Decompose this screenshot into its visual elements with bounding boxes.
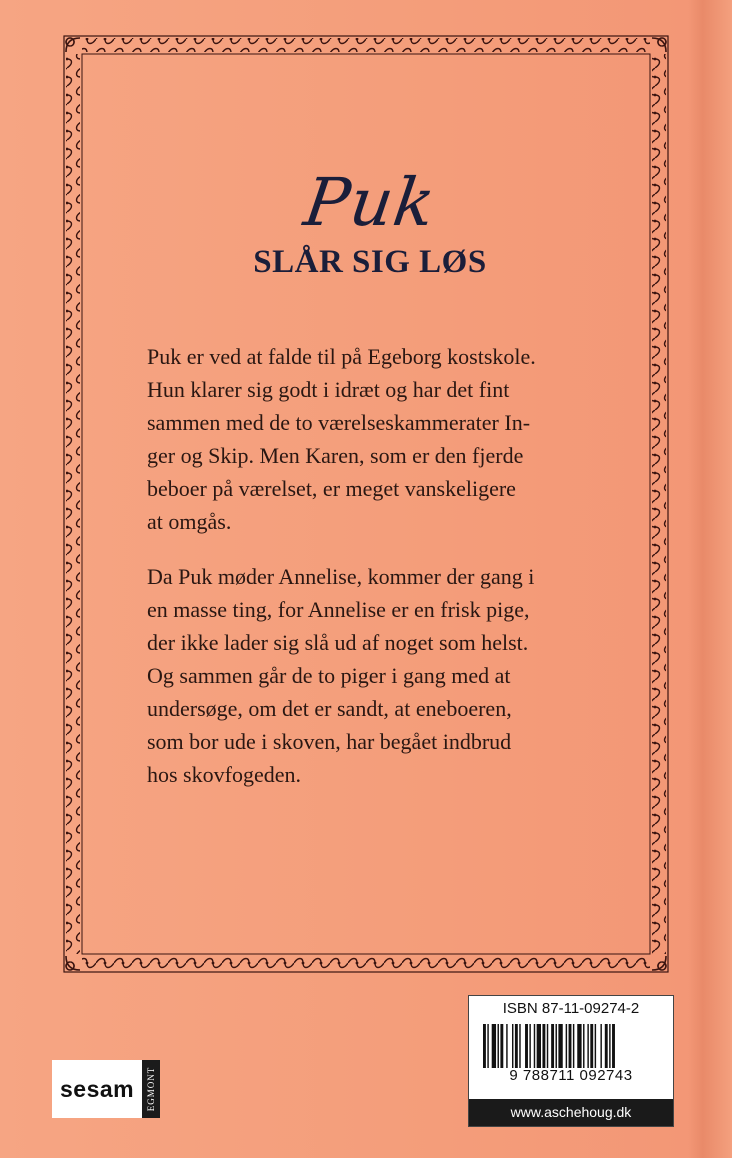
barcode-bar: [558, 1024, 562, 1068]
blurb-line: at omgås.: [147, 509, 232, 534]
barcode-bar: [537, 1024, 541, 1068]
barcode-bar: [483, 1024, 486, 1068]
blurb-line: der ikke lader sig slå ud af noget som helst.: [147, 630, 529, 655]
blurb-line: som bor ude i skoven, har begået indbrud: [147, 729, 512, 754]
ean-digits: 9 788711 092743: [509, 1067, 633, 1084]
barcode-bar: [534, 1024, 535, 1068]
blurb-line: hos skovfogeden.: [147, 762, 301, 787]
blurb-line: ger og Skip. Men Karen, som er den fjerde: [147, 443, 524, 468]
imprint-name: sesam: [60, 1075, 135, 1102]
barcode-bar: [487, 1024, 488, 1068]
barcode-bar: [525, 1024, 528, 1068]
barcode-bar: [605, 1024, 608, 1068]
publisher-logo: [52, 1060, 160, 1118]
barcode-bar: [609, 1024, 610, 1068]
barcode-bar: [590, 1024, 593, 1068]
barcode-bar: [612, 1024, 615, 1068]
publisher-url: www.aschehoug.dk: [469, 1099, 673, 1126]
barcode-bars: [483, 1024, 659, 1068]
blurb-line: sammen med de to værelseskammerater In-: [147, 410, 531, 435]
barcode-bar: [542, 1024, 545, 1068]
isbn-barcode-box: [468, 995, 674, 1127]
barcode-bar: [515, 1024, 518, 1068]
barcode-bar: [556, 1024, 557, 1068]
isbn-number: ISBN 87-11-09274-2: [502, 1000, 640, 1017]
blurb-line: Da Puk møder Annelise, kommer der gang i: [147, 564, 535, 589]
blurb-line: Puk er ved at falde til på Egeborg kostskole.: [147, 344, 536, 369]
barcode-bar: [569, 1024, 572, 1068]
blurb-line: en masse ting, for Annelise er en frisk pige,: [147, 597, 530, 622]
blurb-line: Hun klarer sig godt i idræt og har det fint: [147, 377, 510, 402]
barcode-bar: [600, 1024, 601, 1068]
book-subtitle: SLÅR SIG LØS: [253, 244, 487, 280]
book-title: Puk: [299, 164, 441, 241]
blurb-paragraph-2: [147, 560, 591, 791]
barcode-bar: [573, 1024, 574, 1068]
blurb-line: beboer på værelset, er meget vanskeligere: [147, 476, 516, 501]
barcode-bar: [577, 1024, 581, 1068]
barcode-bar: [512, 1024, 513, 1068]
group-name: EGMONT: [146, 1066, 157, 1112]
barcode-bar: [551, 1024, 554, 1068]
egmont-tab: [142, 1060, 160, 1118]
barcode-bar: [566, 1024, 567, 1068]
blurb-paragraph-1: [147, 340, 591, 538]
barcode-bar: [595, 1024, 596, 1068]
barcode-bar: [529, 1024, 530, 1068]
title-block: [80, 164, 660, 281]
blurb-line: undersøge, om det er sandt, at eneboeren,: [147, 696, 512, 721]
barcode-bar: [498, 1024, 499, 1068]
blurb-line: Og sammen går de to piger i gang med at: [147, 663, 511, 688]
barcode-bar: [500, 1024, 503, 1068]
barcode-bar: [583, 1024, 584, 1068]
barcode-bar: [492, 1024, 496, 1068]
barcode-bar: [587, 1024, 588, 1068]
barcode-bar: [547, 1024, 548, 1068]
barcode-bar: [519, 1024, 520, 1068]
barcode-bar: [506, 1024, 507, 1068]
